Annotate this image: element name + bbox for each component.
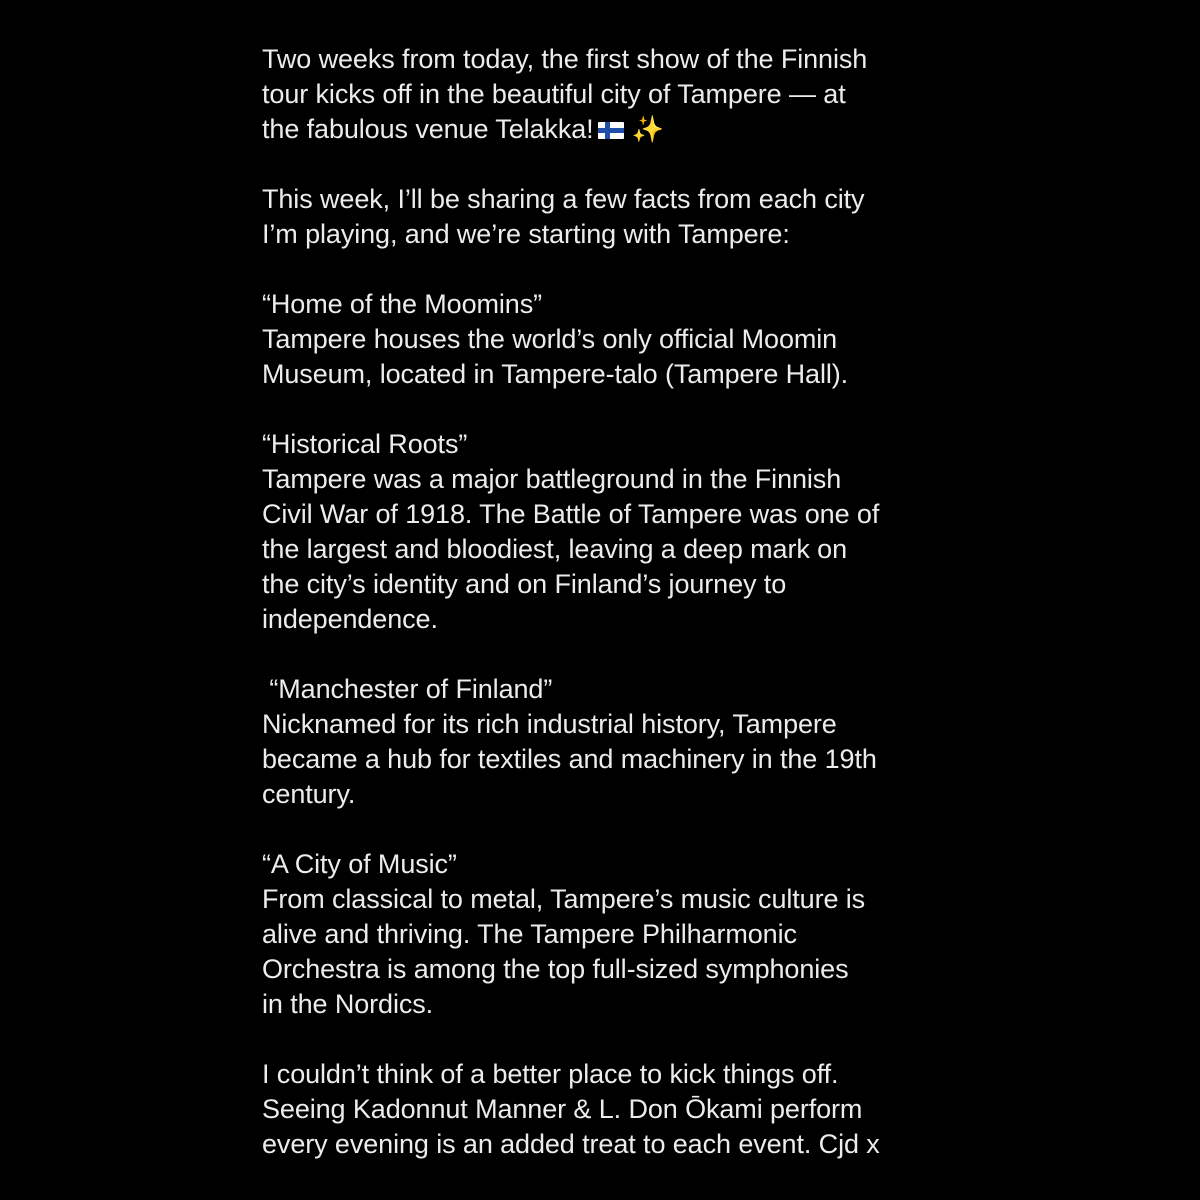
sparkles-icon: ✨ (631, 115, 664, 145)
text-line: This week, I’ll be sharing a few facts from each city (262, 184, 865, 214)
paragraph-gap (262, 252, 962, 287)
text-line: every evening is an added treat to each event. Cjd x (262, 1129, 880, 1159)
text-line: Tampere houses the world’s only official Moomin (262, 324, 838, 354)
fact-title: “Home of the Moomins” (262, 289, 542, 319)
paragraph-gap (262, 637, 962, 672)
text-line: the largest and bloodiest, leaving a deep mark on (262, 534, 847, 564)
text-line: Two weeks from today, the first show of the Finnish (262, 44, 868, 74)
text-line: Museum, located in Tampere-talo (Tampere Hall). (262, 359, 849, 389)
fact-title: “Manchester of Finland” (262, 674, 553, 704)
text-line: Civil War of 1918. The Battle of Tampere was one of (262, 499, 880, 529)
paragraph-gap (262, 812, 962, 847)
text-line: alive and thriving. The Tampere Philharmonic (262, 919, 797, 949)
fact-manchester (262, 672, 962, 812)
text-line: I’m playing, and we’re starting with Tampere: (262, 219, 790, 249)
text-line: independence. (262, 604, 438, 634)
series-intro-paragraph (262, 182, 962, 252)
paragraph-gap (262, 1022, 962, 1057)
note-body (262, 42, 962, 1162)
intro-paragraph (262, 42, 962, 147)
text-line: the fabulous venue Telakka! (262, 114, 594, 144)
text-line: tour kicks off in the beautiful city of Tampere — at (262, 79, 846, 109)
fact-city-of-music (262, 847, 962, 1022)
text-line: became a hub for textiles and machinery in the 19th (262, 744, 877, 774)
text-line: the city’s identity and on Finland’s journey to (262, 569, 787, 599)
text-line: Seeing Kadonnut Manner & L. Don Ōkami perform (262, 1094, 863, 1124)
text-line-with-emoji (262, 112, 962, 147)
fact-moomins (262, 287, 962, 392)
closing-paragraph (262, 1057, 962, 1162)
text-line: Tampere was a major battleground in the Finnish (262, 464, 842, 494)
text-line: Orchestra is among the top full-sized symphonies (262, 954, 849, 984)
fact-title: “Historical Roots” (262, 429, 468, 459)
text-line: Nicknamed for its rich industrial history, Tampere (262, 709, 837, 739)
paragraph-gap (262, 392, 962, 427)
text-line: in the Nordics. (262, 989, 434, 1019)
fact-historical-roots (262, 427, 962, 637)
paragraph-gap (262, 147, 962, 182)
fact-title: “A City of Music” (262, 849, 457, 879)
finland-flag-icon (598, 122, 624, 139)
text-line: From classical to metal, Tampere’s music culture is (262, 884, 866, 914)
text-line: century. (262, 779, 356, 809)
text-line: I couldn’t think of a better place to kick things off. (262, 1059, 839, 1089)
